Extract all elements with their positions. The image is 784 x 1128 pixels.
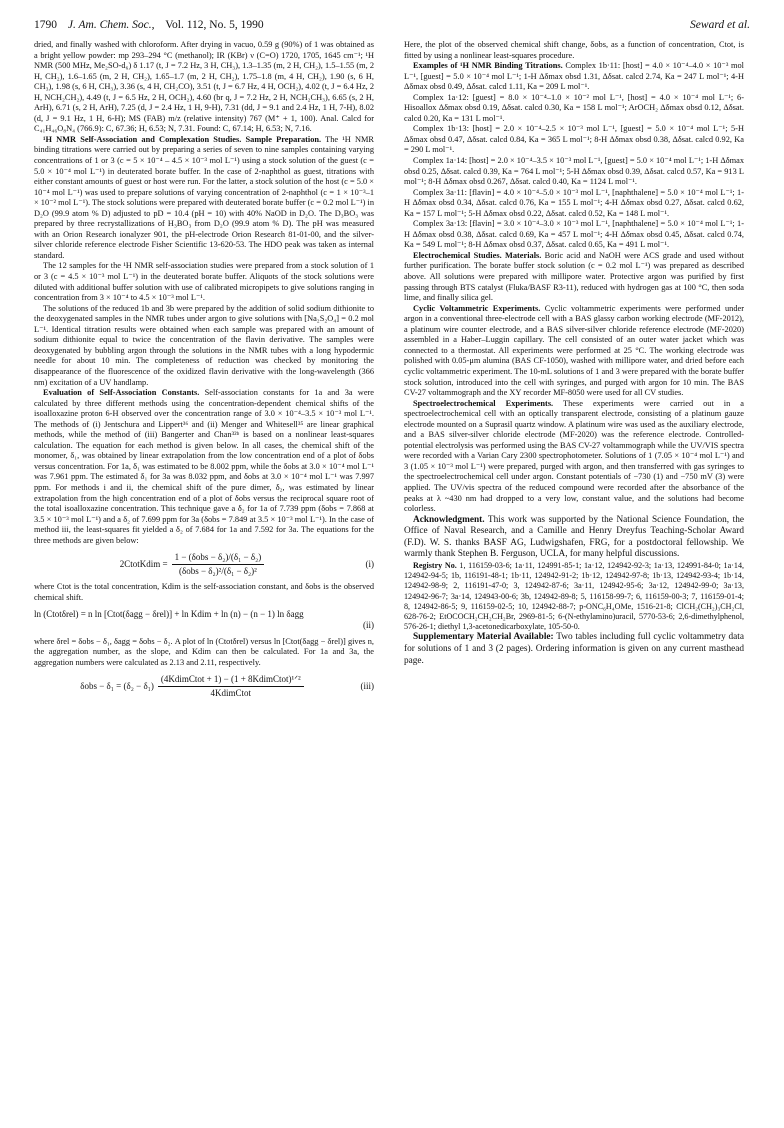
evaluation-text: Self-association constants for 1a and 3a were calculated by three different methods using the concentration-dependent chemical shifts of the isoalloxazine proton 6-H observed over the concentration range of 3.0 × 10⁻⁴–3.5 × 10⁻³ mol L⁻¹. The methods of (i) Jentschura and Lippert³⁶ and (ii) Menger and Whitesell³⁵ are linear graphical methods, while the method of (iii) Bangerter and Chan³²ᵇ is based on a nonlinear least-squares calculation. The equation for each method is given below. In all cases, the chemical shift of the monomer, δ₁, was obtained by linear extrapolation from the low concentration end of a plot of δobs versus concentration. For 1a, δ₁ was estimated to be 8.002 ppm, while the δobs at 3.0 × 10⁻⁴ mol L⁻¹ was 7.961 ppm. The estimated δ₁ for 3a was 8.032 ppm, and δobs at 3.0 × 10⁻⁴ mol L⁻¹ was 7.997 ppm. For methods i and ii, the chemical shift of the pure dimer, δ₂, was estimated by linear extrapolation from the high concentration end of a plot of δobs versus the reciprocal square root of the total isoalloxazine concentration. This technique gave a δ₂ for 1a of 7.739 ppm (δobs = 7.868 at 3.5 × 10⁻³ mol L⁻¹) and a δ₂ of 7.699 ppm for 3a (δobs = 7.849 at 3.5 × 10⁻³ mol L⁻¹). In the case of method iii, the least-squares fit yielded a δ₂ of 7.684 for 1a and 7.592 for 3a. The equations for the three methods are given below: [34,388,374,545]
equation-i-numerator: 1 − (δobs − δ₂)/(δ₁ − δ₂) [172,552,265,565]
right-column [404,40,744,1115]
cyclic-voltammetry-paragraph [404,304,744,399]
electrochem-heading: Electrochemical Studies. Materials. [413,250,542,260]
header-left [34,19,272,31]
complex-1b11-text: Complex 1b·11: [host] = 4.0 × 10⁻⁴–4.0 × 10⁻³ mol L⁻¹, [guest] = 5.0 × 10⁻⁴ mol L⁻¹; 1-H Δδmax obsd 1.31, Δδsat. calcd 2.74, Ka = 247 L mol⁻¹; 4-H Δδmax obsd 0.49, Δδsat. calcd 1.11, Ka = 209 L mol⁻¹. [404,61,744,92]
titration-examples-paragraph [404,61,744,93]
cyclic-voltammetry-text: Cyclic voltammetric experiments were performed under argon in a conventional three-electrode cell with a BAS glassy carbon working electrode (MF-2012), a platinum wire counter electrode, and a BAS silver-silver chloride reference electrode (MF-2020) assembled in a Haber–Luggin capillary. The cell consisted of an outer water jacket which was connected to a thermostat. All experiments were performed at 25 °C. The working electrode was polished with 0.05-μm alumina (BAS CF-1050), washed with millipore water, and dried before each cyclic voltammetric experiment. The 10-mL solutions of 1 and 3 were prepared with the borate buffer stock solution, introduced into the cell with syringes, and purged with argon for 10 min. The BAS CV-27 voltammograph and the XY recorder MF-8050 were used for all CV studies. [404,303,744,398]
complex-1a14-paragraph: Complex 1a·14: [host] = 2.0 × 10⁻⁴–3.5 × 10⁻³ mol L⁻¹, [guest] = 5.0 × 10⁻⁴ mol L⁻¹; 1-H Δδmax obsd 0.25, Δδsat. calcd 0.39, Ka = 764 L mol⁻¹; 5-H Δδmax obsd 0.39, Δδsat. calcd 0.57, Ka = 913 L mol⁻¹; 8-H Δδmax obsd 0.267, Δδsat. calcd 0.40, Ka = 1124 L mol⁻¹. [404,156,744,187]
equation-ii [34,609,374,630]
evaluation-heading: Evaluation of Self-Association Constants. [43,388,200,398]
evaluation-paragraph [34,388,374,546]
equation-iii-numerator: (4KdimCtot + 1) − (1 + 8KdimCtot)¹ᐟ² [158,674,304,687]
equation-i [34,552,374,576]
self-association-samples-paragraph: The 12 samples for the ¹H NMR self-association studies were prepared from a stock solution of 1 or 3 (c = 4.5 × 10⁻³ mol L⁻¹) in the deuterated borate buffer. Aliquots of the stock solutions were diluted with additional buffer solution with use of calibrated micropipets to give solutions ranging in concentration from 3 × 10⁻⁴ to 4.5 × 10⁻³ mol L⁻¹. [34,261,374,303]
equation-ii-body: ln (Ctotδrel) = n ln [Ctot(δagg − δrel)] + ln Kdim + ln (n) − (n − 1) ln δagg [34,609,304,620]
cyclic-voltammetry-heading: Cyclic Voltammetric Experiments. [413,303,541,313]
supplementary-text: Two tables including full cyclic voltammetry data for solutions of 1 and 3 (2 pages). Ordering information is given on any current masthead page. [404,632,744,666]
titration-examples-heading: Examples of ¹H NMR Binding Titrations. [413,61,563,71]
complex-1b13-paragraph: Complex 1b·13: [host] = 2.0 × 10⁻⁴–2.5 × 10⁻³ mol L⁻¹, [guest] = 5.0 × 10⁻⁴ mol L⁻¹; 5-H Δδmax obsd 0.47, Δδsat. calcd 0.84, Ka = 365 L mol⁻¹; 8-H Δδmax obsd 0.38, Δδsat. calcd 0.92, Ka = 290 L mol⁻¹. [404,124,744,155]
journal-name: J. Am. Chem. Soc., [67,19,155,31]
registry-text: 1, 116159-03-6; 1a·11, 124991-85-1; 1a·12, 124942-92-3; 1a·13, 124991-84-0; 1a·14, 124942-94-5; 1b, 116191-48-1; 1b·11, 124942-91-2; 1b·12, 124942-97-8; 1b·13, 124942-93-4; 1b·14, 124942-98-9; 2, 116191-47-0; 3, 124942-87-6; 3a·11, 124942-95-6; 3a·12, 124942-99-0; 3a·13, 124942-96-7; 3a·14, 124943-00-6; 3b, 124942-89-8; 5, 116158-99-7; 6, 116159-00-3; 7, 116159-01-4; 8, 124942-86-5; 9, 116159-02-5; 10, 124942-88-7; p-ONC₆H₄OMe, 1516-21-8; ClCH₂(CH₂)₃CH₂Cl, 628-76-2; EtOCOCH₂CH₂CH₂Br, 2969-81-5; 6-(N-ethylamino)uracil, 5770-53-6; 2,6-dimethylphenol, 576-26-1; diethyl 1,3-acetonedicarboxylate, 105-50-0. [404,560,744,632]
acknowledgment-text: This work was supported by the National Science Foundation, the Office of Naval Research, and a Camille and Henry Dreyfus Teaching-Scholar Award (F.D). W. S. thanks BASF AG, Ludwigshafen, FRG, for a postdoctoral fellowship. We warmly thank Stephen B. Ferguson, UCLA, for many helpful discussions. [404,514,744,560]
equation-ii-tag: (ii) [363,619,374,630]
equation-iii-tag: (iii) [360,680,374,691]
equation-iii [34,674,374,698]
equation-iii-body [34,674,350,698]
sample-prep-paragraph [34,135,374,262]
equation-iii-fraction [158,674,304,698]
equation-i-fraction [172,552,265,576]
acknowledgment-heading: Acknowledgment. [413,514,485,525]
complex-3a11-paragraph: Complex 3a·11: [flavin] = 4.0 × 10⁻⁴–5.0 × 10⁻³ mol L⁻¹, [naphthalene] = 5.0 × 10⁻⁴ mol L⁻¹; 1-H Δδmax obsd 0.34, Δδsat. calcd 0.76, Ka = 155 L mol⁻¹; 4-H Δδmax obsd 0.27, Δδsat. calcd 0.62, Ka = 157 L mol⁻¹; 5-H Δδmax obsd 0.22, Δδsat. calcd 0.52, Ka = 148 L mol⁻¹. [404,187,744,218]
sample-prep-text: The ¹H NMR binding titrations were carried out by preparing a series of seven to nine samples containing varying concentrations of 1 or 3 (c = 5 × 10⁻⁴ – 4.5 × 10⁻³ mol L⁻¹) using a stock solution of the guest (c = 5.0 × 10⁻⁴ mol L⁻¹) in deuterated borate buffer. In the case of 2-naphthol as guest, titrations with either constant amounts of guest or host were run. For the latter, a stock solution of the host (c = 5.0 × 10⁻⁴ mol L⁻¹) was used to prepare solutions of varying concentration of 2-naphthol (c = 1 × 10⁻³–1 × 10⁻² mol L⁻¹). The stock solutions were prepared with deuterated borate buffer (c = 0.2 mol L⁻¹) in D₂O (99.9 atom % D) adjusted to pD = 10.4 (pH = 10) with 40% NaOD in D₂O. The D₃BO₃ was prepared by three recrystallizations of H₃BO₃ from D₂O (99.9 atom % D). The pH was measured with an Orion Research ionalyzer 901, the pH-electrode Orion Research 81-01-00, and the silver-silver chloride reference electrode Fisher Scientific 13-620-53. The HDO peak was taken as internal standard. [34,134,374,260]
acknowledgment-paragraph [404,515,744,561]
equation-i-definitions: where Ctot is the total concentration, Kdim is the self-association constant, and δobs is the observed chemical shift. [34,582,374,602]
electrochem-materials-paragraph [404,251,744,304]
sample-prep-heading: ¹H NMR Self-Association and Complexation Studies. Sample Preparation. [43,134,322,144]
equation-i-lhs: 2CtotKdim = [119,559,168,570]
spectroelectrochem-paragraph [404,399,744,515]
supplementary-heading: Supplementary Material Available: [413,632,554,643]
equation-ii-definitions: where δrel = δobs − δ₁, δagg = δobs − δ₂. A plot of ln (Ctotδrel) versus ln [Ctot(δagg − δrel)] gives n, the aggregation number, as the slope, and Kdim can then be calculated. For 1a and 3a, the aggregation numbers were calculated as 2.13 and 2.11, respectively. [34,636,374,667]
complex-1a12-paragraph: Complex 1a·12: [guest] = 8.0 × 10⁻⁴–1.0 × 10⁻² mol L⁻¹, [host] = 4.0 × 10⁻⁴ mol L⁻¹; 6-Hisoallox Δδmax obsd 0.19, Δδsat. calcd 0.30, Ka = 158 L mol⁻¹; ArOCH₂ Δδmax obsd 0.12, Δδsat. calcd 0.20, Ka = 131 L mol⁻¹. [404,92,744,123]
registry-heading: Registry No. [413,560,457,570]
left-column [34,40,374,1115]
reduced-solutions-paragraph: The solutions of the reduced 1b and 3b were prepared by the addition of solid sodium dithionite to the deoxygenated samples in the NMR tubes under argon to give solutions with [Na₂S₂O₄] = 0.2 mol L⁻¹. Identical titration results were obtained when each sample was prepared with an amount of sodium dithionite equal to twice the concentration of the flavin derivative. The samples were deoxygenated by bubbling argon through the solutions in the NMR tubes with a long hypodermic needle for about 10 min. The completeness of reduction was checked by monitoring the disappearance of the fluorescence of the oxidized flavin derivative with the long-wavelength (366 nm) excitation of a UV handlamp. [34,303,374,387]
equation-i-body [34,552,350,576]
header-authors: Seward et al. [690,19,750,31]
equation-iii-denominator: 4KdimCtot [210,687,252,698]
journal-volume: Vol. 112, No. 5, 1990 [165,19,264,31]
spectroelectrochem-text: These experiments were carried out in a spectroelectrochemical cell with an optically transparent electrode, consisting of a platinum gauze electrode mounted on a Suprasil quartz window. A platinum wire was used as the auxiliary electrode, and a BAS silver-silver chloride electrode (MF-2020) was the reference electrode. Controlled-potential electrolysis was performed using the BAS CV-27 voltammograph while the UV/VIS spectra were recorded with a Varian Cary 2300 spectrophotometer. Solutions of 1 (7.05 × 10⁻⁴ mol L⁻¹) and 3 (1.05 × 10⁻³ mol L⁻¹) were prepared, purged with argon, and then transferred with gas syringes to the spectroelectrochemical cell under argon. Constant potentials of −730 (1) and −750 mV (3) were applied. The UV/vis spectra of the reduced compound were recorded after the absorbance of the peaks at λ ~430 nm had dropped to a very low, constant value, and the solutions had become colorless. [404,398,744,514]
supplementary-paragraph [404,632,744,667]
complex-3a13-paragraph: Complex 3a·13: [flavin] = 3.0 × 10⁻⁴–3.0 × 10⁻³ mol L⁻¹, [naphthalene] = 5.0 × 10⁻⁴ mol L⁻¹; 1-H Δδmax obsd 0.38, Δδsat. calcd 0.69, Ka = 457 L mol⁻¹; 4-H Δδmax obsd 0.45, Δδsat. calcd 0.74, Ka = 549 L mol⁻¹; 8-H Δδmax obsd 0.37, Δδsat. calcd 0.65, Ka = 491 L mol⁻¹. [404,219,744,250]
page-number: 1790 [34,19,57,31]
equation-iii-lhs: δobs − δ₁ = (δ₂ − δ₁) [80,680,154,691]
equation-i-tag: (i) [365,559,374,570]
registry-paragraph [404,561,744,632]
electrochem-text: Boric acid and NaOH were ACS grade and used without further purification. The borate buffer stock solution (c = 0.2 mol L⁻¹) was prepared as described above. All solutions were prepared with millipore water. Protective argon was purified by first passing through BTS catalyst (Fluka/BASF R3-11), reduced with hydrogen gas at 100 °C, then soda lime, and finally silica gel. [404,250,744,303]
running-header [34,19,750,35]
synthesis-paragraph: dried, and finally washed with chloroform. After drying in vacuo, 0.59 g (90%) of 1 was obtained as a bright yellow powder: mp 293–294 °C (methanol); IR (KBr) ν (C=O) 1720, 1705, 1645 cm⁻¹; ¹H NMR (500 MHz, Me₂SO-d₆) δ 1.17 (t, J = 7.2 Hz, 3 H, CH₃), 1.3–1.35 (m, 2 H, CH₂), 1.5–1.55 (m, 2 H, CH₂), 1.6–1.65 (m, 2 H, CH₂), 1.65–1.7 (m, 2 H, CH₂), 1.75–1.8 (m, 4 H, CH₂), 1.90 (s, 6 H, CH₃), 1.98 (s, 6 H, CH₃), 3.36 (s, 4 H, CH₂CO), 3.51 (t, J = 6.7 Hz, 4 H, OCH₂), 4.02 (t, J = 6.4 Hz, 2 H, NCH₂CH₂), 4.49 (t, J = 6.5 Hz, 2 H, OCH₂), 4.60 (br q, J = 7.2 Hz, 2 H, NCH₂CH₃), 6.65 (s, 2 H, ArH), 6.71 (s, 2 H, ArH), 7.25 (d, J = 2.4 Hz, 1 H, 9-H), 7.31 (dd, J = 9.1 and 2.4 Hz, 1 H, 7-H), 8.02 (d, J = 9.1 Hz, 1 H, 6-H); MS (FAB) m/z (relative intensity) 767 (M⁺ + 1, 100). Anal. Calcd for C₄₁H₄₆O₈N₄ (766.9): C, 67.36; H, 6.53; N, 7.31. Found: C, 67.14; H, 6.53; N, 7.16. [34,40,374,134]
fit-description-paragraph: Here, the plot of the observed chemical shift change, δobs, as a function of concentration, Ctot, is fitted by using a nonlinear least-squares procedure. [404,40,744,60]
spectroelectrochem-heading: Spectroelectrochemical Experiments. [413,398,554,408]
equation-i-denominator: (δobs − δ₂)²/(δ₁ − δ₂)² [178,565,257,576]
